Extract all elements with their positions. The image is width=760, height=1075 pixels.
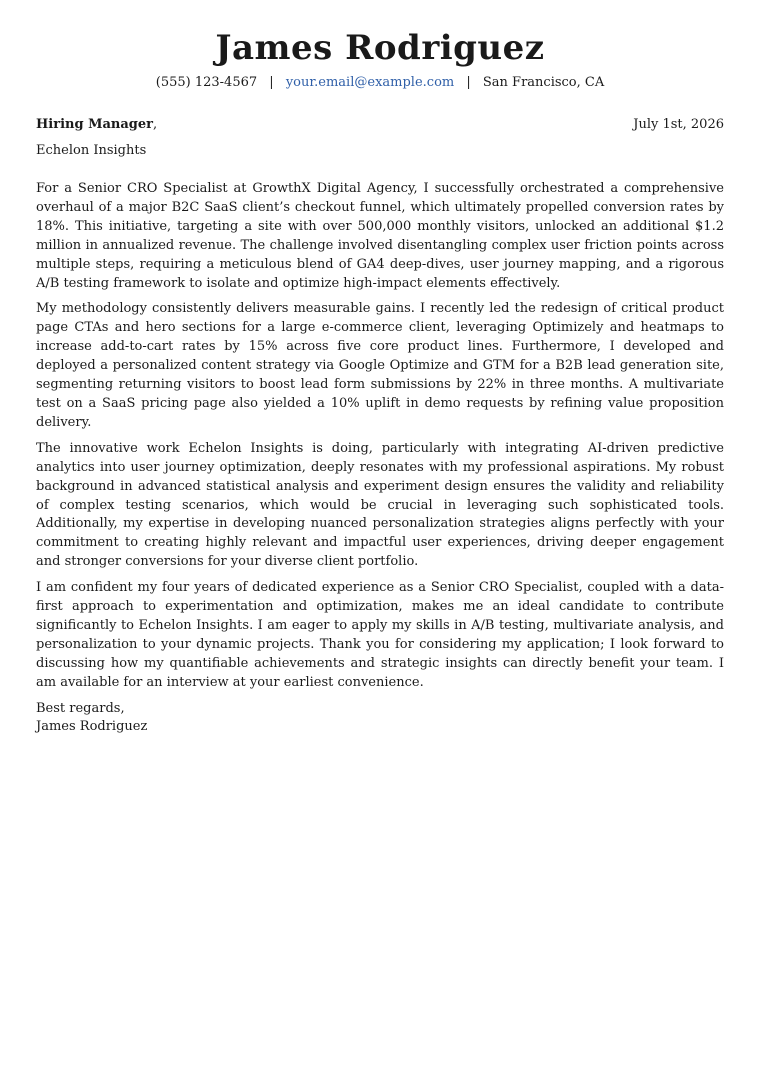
closing-salutation: Best regards,: [36, 700, 125, 716]
body-paragraph-3: The innovative work Echelon Insights is doing, particularly with integrating AI-driven predictive analytics into user journey optimization, deeply resonates with my professional aspirations. My robust background in advanced statistical analysis and experiment design ensures the validity and reliability of complex testing scenarios, which would be crucial in leveraging such sophisticated tools. Additionally, my expertise in developing nuanced personalization strategies aligns perfectly with your commitment to creating highly relevant and impactful user experiences, driving deeper engagement and stronger conversions for your diverse client portfolio.: [36, 440, 724, 570]
letter-body: [36, 180, 724, 693]
phone-number: (555) 123-4567: [155, 75, 258, 90]
letter-date: July 1st, 2026: [633, 117, 724, 132]
body-paragraph-1: For a Senior CRO Specialist at GrowthX Digital Agency, I successfully orchestrated a comprehensive overhaul of a major B2C SaaS client’s checkout funnel, which ultimately propelled conversion rates by 18%. This initiative, targeting a site with over 500,000 monthly visitors, unlocked an additional $1.2 million in annualized revenue. The challenge involved disentangling complex user friction points across multiple steps, requiring a meticulous blend of GA4 deep-dives, user journey mapping, and a rigorous A/B testing framework to isolate and optimize high-impact elements effectively.: [36, 181, 724, 291]
contact-separator: |: [269, 75, 274, 90]
recipient-name-suffix: ,: [152, 117, 158, 132]
letter-closing: [36, 700, 724, 738]
email-link[interactable]: your.email@example.com: [285, 75, 455, 90]
recipient-company: Echelon Insights: [36, 143, 147, 158]
location: San Francisco, CA: [482, 75, 605, 90]
contact-line: [36, 74, 724, 92]
recipient-date-row: [36, 116, 724, 134]
recipient-name: Hiring Manager: [36, 117, 153, 132]
recipient-line: [36, 116, 157, 134]
contact-separator: |: [466, 75, 471, 90]
applicant-name: James Rodriguez: [215, 28, 545, 68]
closing-signature: James Rodriguez: [36, 719, 148, 735]
body-paragraph-4: I am confident my four years of dedicated experience as a Senior CRO Specialist, coupled with a data-first approach to experimentation and optimization, makes me an ideal candidate to contribute significantly to Echelon Insights. I am eager to apply my skills in A/B testing, multivariate analysis, and personalization to your dynamic projects. Thank you for considering my application; I look forward to discussing how my quantifiable achievements and strategic insights can directly benefit your team. I am available for an interview at your earliest convenience.: [36, 580, 724, 690]
body-paragraph-2: My methodology consistently delivers measurable gains. I recently led the redesign of critical product page CTAs and hero sections for a large e-commerce client, leveraging Optimizely and heatmaps to increase add-to-cart rates by 15% across five core product lines. Furthermore, I developed and deployed a personalized content strategy via Google Optimize and GTM for a B2B lead generation site, segmenting returning visitors to boost lead form submissions by 22% in three months. A multivariate test on a SaaS pricing page also yielded a 10% uplift in demo requests by refining value proposition delivery.: [36, 301, 724, 430]
